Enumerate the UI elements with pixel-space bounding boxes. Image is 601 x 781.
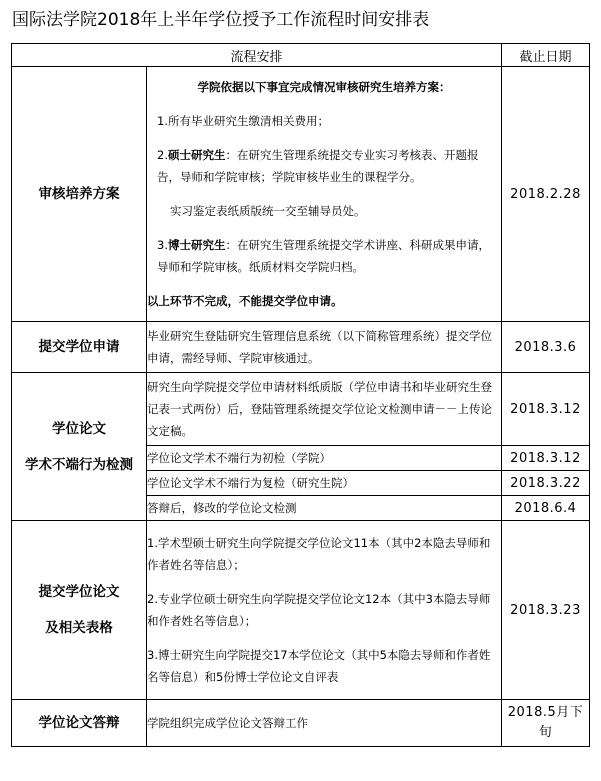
check-date-3: 2018.3.22 [502, 471, 590, 496]
defense-label: 学位论文答辩 [12, 700, 147, 747]
defense-row [12, 700, 590, 747]
review-item-2-note: 实习鉴定表纸质版统一交至辅导员处。 [170, 204, 366, 218]
check-date-4: 2018.6.4 [502, 496, 590, 521]
apply-content: 毕业研究生登陆研究生管理信息系统（以下简称管理系统）提交学位申请，需经导师、学院审核通过。 [147, 322, 502, 373]
review-date: 2018.2.28 [502, 67, 590, 322]
defense-date: 2018.5月下旬 [502, 700, 590, 747]
review-item-2: 2.硕士研究生：在研究生管理系统提交专业实习考核表、开题报告，导师和学院审核；学院审核毕业生的课程学分。 [157, 148, 479, 184]
check-row-1 [12, 373, 590, 446]
submit-row [12, 521, 590, 700]
page-title: 国际法学院2018年上半年学位授予工作流程时间安排表 [12, 10, 430, 30]
check-content-1: 研究生向学院提交学位申请材料纸质版（学位申请书和毕业研究生登记表一式两份）后，登陆管理系统提交学位论文检测申请－－上传论文定稿。 [147, 373, 502, 446]
review-warning: 以上环节不完成，不能提交学位申请。 [147, 294, 343, 308]
review-content [147, 67, 502, 322]
defense-content: 学院组织完成学位论文答辩工作 [147, 700, 502, 747]
review-item-1: 1.所有毕业研究生缴清相关费用； [157, 114, 329, 128]
schedule-table [11, 43, 590, 747]
submit-item-2: 2.专业学位硕士研究生向学院提交学位论文12本（其中3本隐去导师和作者姓名等信息）； [147, 592, 491, 628]
review-row [12, 67, 590, 322]
submit-item-3: 3.博士研究生向学院提交17本学位论文（其中5本隐去导师和作者姓名等信息）和5份博士学位论文自评表 [147, 648, 491, 684]
submit-content [147, 521, 502, 700]
submit-item-1: 1.学术型硕士研究生向学院提交学位论文11本（其中2本隐去导师和作者姓名等信息）； [147, 536, 491, 572]
review-label: 审核培养方案 [12, 67, 147, 322]
deadline-header: 截止日期 [502, 44, 590, 67]
apply-row [12, 322, 590, 373]
check-date-1: 2018.3.12 [502, 373, 590, 446]
submit-date: 2018.3.23 [502, 521, 590, 700]
check-content-2: 学位论文学术不端行为初检（学院） [147, 446, 502, 471]
check-date-2: 2018.3.12 [502, 446, 590, 471]
review-item-3: 3.博士研究生：在研究生管理系统提交学术讲座、科研成果申请，导师和学院审核。纸质材料交学院归档。 [157, 238, 490, 274]
process-header: 流程安排 [12, 44, 502, 67]
check-content-4: 答辩后，修改的学位论文检测 [147, 496, 502, 521]
header-row [12, 44, 590, 67]
check-label: 学位论文 学术不端行为检测 [12, 373, 147, 521]
submit-label: 提交学位论文 及相关表格 [12, 521, 147, 700]
check-content-3: 学位论文学术不端行为复检（研究生院） [147, 471, 502, 496]
review-intro: 学院依据以下事宜完成情况审核研究生培养方案： [197, 80, 451, 94]
apply-date: 2018.3.6 [502, 322, 590, 373]
apply-label: 提交学位申请 [12, 322, 147, 373]
